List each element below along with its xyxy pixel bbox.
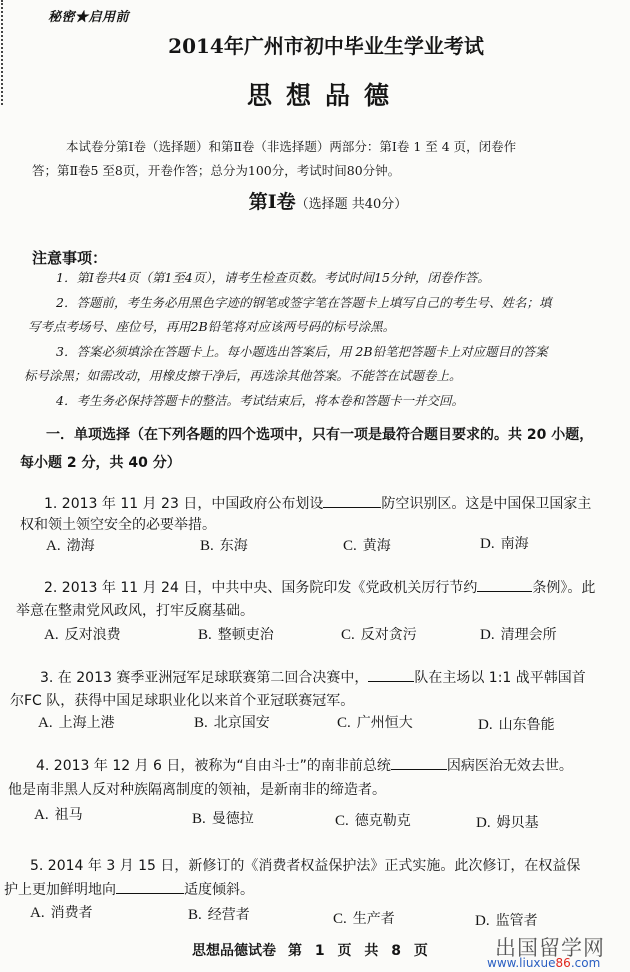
intro-line-2: 答；第Ⅱ卷5 至8页，开卷作答；总分为100分，考试时间80分钟。 xyxy=(32,163,401,178)
part-one-title: 第Ⅰ卷 xyxy=(248,191,296,213)
question-4-option-d[interactable]: D. 姆贝基 xyxy=(476,815,539,831)
answer-blank xyxy=(368,680,414,682)
part-one-subtitle: （选择题 共40分） xyxy=(295,197,408,212)
intro-line-1: 本试卷分第Ⅰ卷（选择题）和第Ⅱ卷（非选择题）两部分：第Ⅰ卷 1 至 4 页，闭卷作 xyxy=(66,139,517,154)
section-heading-line-2: 每小题 2 分，共 40 分） xyxy=(20,455,181,471)
question-3-line-1: 3. 在 2013 赛季亚洲冠军足球联赛第二回合决赛中， 队在主场以 1:1 战平韩国首 xyxy=(40,670,586,686)
question-2-line-2: 举意在整肃党风政风，打牢反腐基础。 xyxy=(16,603,254,619)
question-2-option-d[interactable]: D. 清理会所 xyxy=(480,627,557,643)
question-1-option-c[interactable]: C. 黄海 xyxy=(343,538,391,554)
question-5-option-c[interactable]: C. 生产者 xyxy=(333,911,395,927)
answer-blank xyxy=(323,506,381,508)
question-2-option-b[interactable]: B. 整顿吏治 xyxy=(198,627,274,643)
page-number: 第 1 页 共 8 页 xyxy=(288,943,432,959)
question-1-option-d[interactable]: D. 南海 xyxy=(480,536,529,552)
confidential-label: 秘密★启用前 xyxy=(48,10,130,25)
note-line: 1．第Ⅰ卷共4页（第1至4页），请考生检查页数。考试时间15分钟，闭卷作答。 xyxy=(56,270,490,285)
question-5-option-d[interactable]: D. 监管者 xyxy=(475,913,538,929)
section-heading-line-1: 一．单项选择（在下列各题的四个选项中，只有一项是最符合题目要求的。共 20 小题， xyxy=(46,427,594,443)
question-2-option-a[interactable]: A. 反对浪费 xyxy=(44,627,121,643)
question-4-option-a[interactable]: A. 祖马 xyxy=(34,807,83,823)
watermark-site-name: 出国留学网 xyxy=(495,936,605,960)
question-4-option-c[interactable]: C. 德克勒克 xyxy=(335,813,411,829)
note-line: 4．考生务必保持答题卡的整洁。考试结束后，将本卷和答题卡一并交回。 xyxy=(56,393,464,408)
notes-heading: 注意事项： xyxy=(32,249,108,267)
subject-title: 思想品德 xyxy=(246,81,403,110)
answer-blank xyxy=(477,590,532,592)
question-5-option-b[interactable]: B. 经营者 xyxy=(188,907,250,923)
note-line: 标号涂黑；如需改动，用橡皮擦干净后，再选涂其他答案。不能答在试题卷上。 xyxy=(24,368,462,383)
note-line: 写考点考场号、座位号，再用2B铅笔将对应该两号码的标号涂黑。 xyxy=(28,319,396,334)
page-footer xyxy=(192,940,432,960)
question-3-option-c[interactable]: C. 广州恒大 xyxy=(337,715,413,731)
question-5-line-2: 护上更加鲜明地向 适度倾斜。 xyxy=(4,882,254,898)
question-1-line-1: 1. 2013 年 11 月 23 日，中国政府公布划设 防空识别区。这是中国保卫国家主 xyxy=(44,496,592,512)
watermark-url[interactable]: www.liuxue86.com xyxy=(487,956,601,970)
question-1-line-2: 权和领土领空安全的必要举措。 xyxy=(20,517,216,533)
note-line: 3．答案必须填涂在答题卡上。每小题选出答案后，用 2B铅笔把答题卡上对应题目的答案 xyxy=(56,344,548,359)
question-5-option-a[interactable]: A. 消费者 xyxy=(30,905,93,921)
question-3-option-a[interactable]: A. 上海上港 xyxy=(38,715,115,731)
exam-title: 2014年广州市初中毕业生学业考试 xyxy=(168,34,484,58)
part-one-heading xyxy=(0,187,630,214)
question-3-line-2: 尔FC 队，获得中国足球职业化以来首个亚冠联赛冠军。 xyxy=(10,693,355,709)
question-2-line-1: 2. 2013 年 11 月 24 日，中共中央、国务院印发《党政机关厉行节约 条例》。此 xyxy=(44,580,596,596)
answer-blank xyxy=(391,768,447,770)
paper-name: 思想品德试卷 xyxy=(192,943,276,959)
question-2-option-c[interactable]: C. 反对贪污 xyxy=(341,627,417,643)
question-3-option-d[interactable]: D. 山东鲁能 xyxy=(478,717,555,733)
question-4-option-b[interactable]: B. 曼德拉 xyxy=(192,811,254,827)
note-line: 2．答题前，考生务必用黑色字迹的钢笔或签字笔在答题卡上填写自己的考生号、姓名；填 xyxy=(56,295,552,310)
answer-blank xyxy=(116,892,184,894)
question-4-line-1: 4. 2013 年 12 月 6 日，被称为“自由斗士”的南非前总统 因病医治无效去世。 xyxy=(36,758,573,774)
question-4-line-2: 他是南非黑人反对种族隔离制度的领袖，是新南非的缔造者。 xyxy=(8,782,386,798)
question-1-option-b[interactable]: B. 东海 xyxy=(200,538,248,554)
question-5-line-1: 5. 2014 年 3 月 15 日，新修订的《消费者权益保护法》正式实施。此次修订，在权益保 xyxy=(30,858,581,874)
question-1-option-a[interactable]: A. 渤海 xyxy=(46,538,95,554)
question-3-option-b[interactable]: B. 北京国安 xyxy=(194,715,270,731)
